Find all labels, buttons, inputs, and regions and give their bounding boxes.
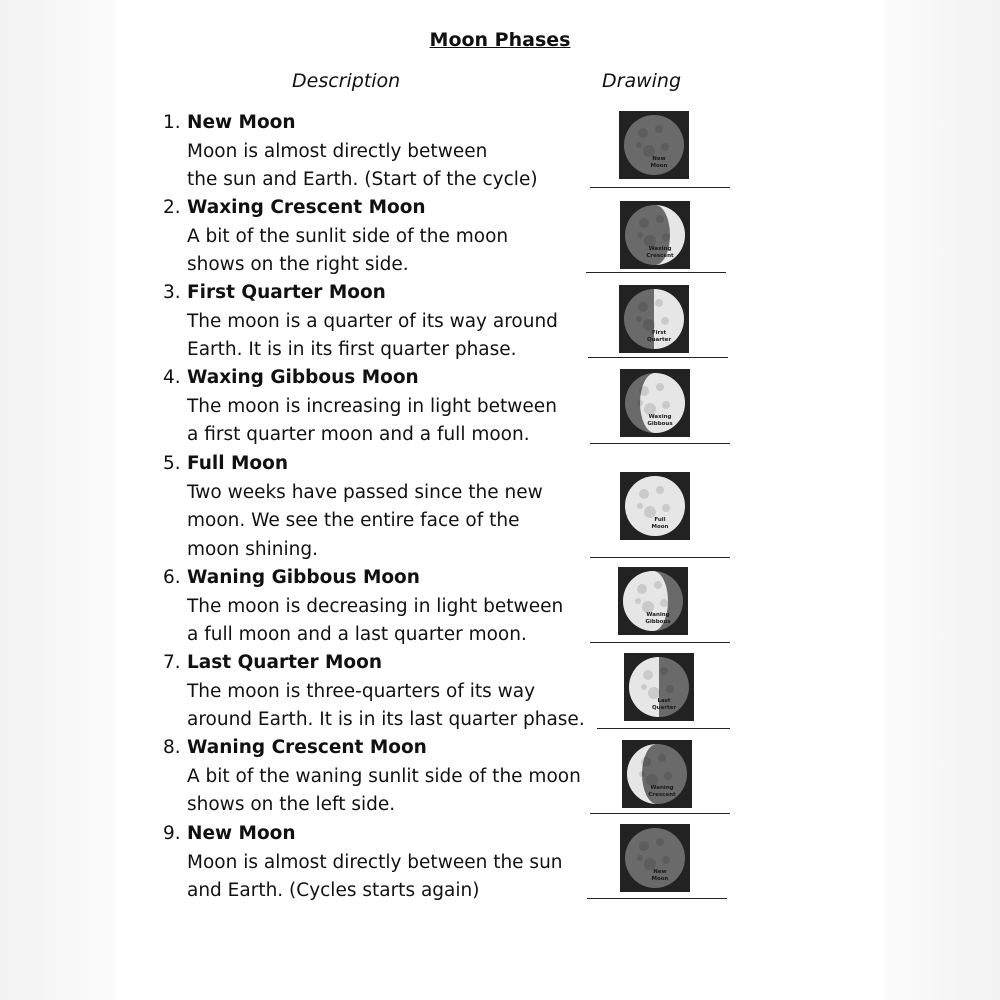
moon-drawing-waxing-gibbous bbox=[620, 369, 690, 437]
moon-image-label: Quarter bbox=[651, 705, 677, 711]
moon-image-label: Waxing bbox=[648, 246, 672, 252]
moon-crater bbox=[637, 584, 647, 594]
phase-description-line: around Earth. It is in its last quarter phase. bbox=[187, 709, 585, 730]
page-margin-left bbox=[0, 0, 115, 1000]
moon-image-label: Moon bbox=[650, 163, 668, 169]
phase-description-line: A bit of the sunlit side of the moon bbox=[187, 225, 509, 247]
phase-entry-2 bbox=[163, 194, 603, 280]
moon-crater bbox=[661, 143, 669, 151]
moon-image-label: Moon bbox=[651, 876, 669, 882]
moon-drawing-first-quarter bbox=[619, 285, 689, 353]
moon-svg bbox=[618, 567, 688, 635]
answer-line bbox=[590, 187, 730, 188]
answer-line bbox=[587, 898, 727, 899]
moon-crater bbox=[664, 772, 672, 780]
moon-crater bbox=[637, 503, 643, 509]
phase-name: Last Quarter Moon bbox=[187, 652, 383, 673]
phase-number: 2. bbox=[163, 197, 181, 218]
phase-name: Full Moon bbox=[187, 453, 289, 474]
moon-crater bbox=[656, 486, 664, 494]
worksheet-title: Moon Phases bbox=[429, 29, 571, 51]
phase-description-line: a first quarter moon and a full moon. bbox=[187, 424, 530, 445]
moon-drawing-waning-crescent bbox=[622, 740, 692, 808]
phase-description-line: Moon is almost directly between the sun bbox=[187, 851, 563, 873]
phase-name: First Quarter Moon bbox=[187, 282, 386, 303]
phase-number: 5. bbox=[163, 453, 181, 474]
phase-description-line: moon shining. bbox=[187, 538, 318, 560]
moon-crater bbox=[662, 401, 670, 409]
phase-number: 1. bbox=[163, 112, 181, 133]
phase-description-line: The moon is increasing in light between bbox=[187, 395, 557, 417]
moon-drawing-new-moon-again bbox=[620, 824, 690, 892]
moon-crater bbox=[643, 670, 653, 680]
phase-description-line: the sun and Earth. (Start of the cycle) bbox=[187, 169, 538, 190]
moon-crater bbox=[641, 757, 651, 767]
moon-image-label: First bbox=[651, 330, 667, 336]
moon-crater bbox=[641, 684, 647, 690]
phase-number: 9. bbox=[163, 823, 181, 844]
moon-crater bbox=[660, 599, 668, 607]
moon-image-label: Waning bbox=[646, 612, 670, 618]
moon-crater bbox=[639, 386, 649, 396]
phase-description-line: and Earth. (Cycles starts again) bbox=[187, 880, 480, 901]
page-margin-right bbox=[885, 0, 1000, 1000]
moon-crater bbox=[656, 383, 664, 391]
moon-image-label: Last bbox=[657, 698, 671, 704]
moon-crater bbox=[655, 299, 663, 307]
moon-crater bbox=[662, 856, 670, 864]
phase-description-line: Earth. It is in its first quarter phase. bbox=[187, 339, 517, 360]
moon-crater bbox=[662, 504, 670, 512]
answer-line bbox=[590, 443, 730, 444]
phase-entry-1 bbox=[163, 109, 603, 195]
phase-entry-4 bbox=[163, 364, 603, 450]
phase-entry-7 bbox=[163, 649, 603, 735]
phase-number: 7. bbox=[163, 652, 181, 673]
answer-line bbox=[597, 728, 730, 729]
moon-image-label: Crescent bbox=[646, 253, 674, 259]
phase-description-line: moon. We see the entire face of the bbox=[187, 510, 520, 531]
moon-image-label: New bbox=[653, 869, 667, 875]
moon-image-label: Crescent bbox=[648, 792, 676, 798]
moon-drawing-new-moon bbox=[619, 111, 689, 179]
moon-image-label: Gibbous bbox=[645, 619, 671, 625]
moon-svg bbox=[620, 369, 690, 437]
moon-crater bbox=[635, 598, 641, 604]
phase-description-line: shows on the right side. bbox=[187, 254, 409, 275]
moon-crater bbox=[637, 400, 643, 406]
phase-entry-6 bbox=[163, 564, 603, 650]
moon-crater bbox=[636, 142, 642, 148]
phase-entry-9 bbox=[163, 820, 603, 906]
phase-entry-3 bbox=[163, 279, 603, 365]
answer-line bbox=[588, 357, 728, 358]
phase-number: 4. bbox=[163, 367, 181, 388]
moon-crater bbox=[656, 215, 664, 223]
moon-crater bbox=[656, 838, 664, 846]
moon-crater bbox=[636, 316, 642, 322]
moon-image-label: Full bbox=[654, 517, 666, 523]
phase-name: Waxing Crescent Moon bbox=[187, 197, 426, 218]
moon-image-label: Moon bbox=[651, 524, 669, 530]
moon-crater bbox=[638, 128, 648, 138]
moon-svg bbox=[619, 285, 689, 353]
moon-image-label: Quarter bbox=[646, 337, 672, 343]
moon-crater bbox=[637, 855, 643, 861]
phase-entry-8 bbox=[163, 734, 603, 820]
phase-name: New Moon bbox=[187, 823, 296, 844]
moon-crater bbox=[638, 302, 648, 312]
moon-svg bbox=[622, 740, 692, 808]
moon-crater bbox=[660, 667, 668, 675]
moon-svg bbox=[624, 653, 694, 721]
moon-image-label: Waxing bbox=[648, 414, 672, 420]
phase-description-line: shows on the left side. bbox=[187, 794, 396, 815]
phase-description-line: Moon is almost directly between bbox=[187, 140, 488, 162]
phase-name: Waning Crescent Moon bbox=[187, 737, 427, 758]
moon-crater bbox=[658, 754, 666, 762]
phase-description-line: The moon is three-quarters of its way bbox=[187, 680, 536, 702]
moon-crater bbox=[639, 218, 649, 228]
phase-name: Waxing Gibbous Moon bbox=[187, 367, 419, 388]
moon-drawing-waxing-crescent bbox=[620, 201, 690, 269]
moon-crater bbox=[661, 317, 669, 325]
moon-crater bbox=[662, 233, 670, 241]
phase-number: 6. bbox=[163, 567, 181, 588]
phase-number: 3. bbox=[163, 282, 181, 303]
answer-line bbox=[590, 642, 730, 643]
drawing-column-header: Drawing bbox=[602, 70, 682, 92]
phase-name: New Moon bbox=[187, 112, 296, 133]
moon-image-label: Gibbous bbox=[647, 421, 673, 427]
moon-svg bbox=[620, 201, 690, 269]
phase-number: 8. bbox=[163, 737, 181, 758]
moon-svg bbox=[619, 111, 689, 179]
moon-crater bbox=[639, 489, 649, 499]
moon-crater bbox=[655, 125, 663, 133]
answer-line bbox=[590, 813, 730, 814]
moon-crater bbox=[639, 771, 645, 777]
moon-svg bbox=[620, 824, 690, 892]
phase-entry-5 bbox=[163, 450, 603, 564]
phase-description-line: The moon is a quarter of its way around bbox=[187, 310, 558, 332]
phase-name: Waning Gibbous Moon bbox=[187, 567, 420, 588]
phase-description-line: Two weeks have passed since the new bbox=[187, 481, 543, 503]
answer-line bbox=[586, 272, 726, 273]
phase-description-line: a full moon and a last quarter moon. bbox=[187, 624, 527, 645]
moon-image-label: New bbox=[652, 156, 666, 162]
answer-line bbox=[590, 557, 730, 558]
moon-drawing-waning-gibbous bbox=[618, 567, 688, 635]
moon-drawing-full-moon bbox=[620, 472, 690, 540]
description-column-header: Description bbox=[292, 70, 401, 92]
moon-svg bbox=[620, 472, 690, 540]
phase-description-line: A bit of the waning sunlit side of the moon bbox=[187, 765, 581, 787]
moon-crater bbox=[654, 581, 662, 589]
moon-drawing-last-quarter bbox=[624, 653, 694, 721]
moon-crater bbox=[637, 232, 643, 238]
moon-image-label: Waning bbox=[650, 785, 674, 791]
phase-description-line: The moon is decreasing in light between bbox=[187, 595, 564, 617]
moon-crater bbox=[666, 685, 674, 693]
moon-crater bbox=[639, 841, 649, 851]
